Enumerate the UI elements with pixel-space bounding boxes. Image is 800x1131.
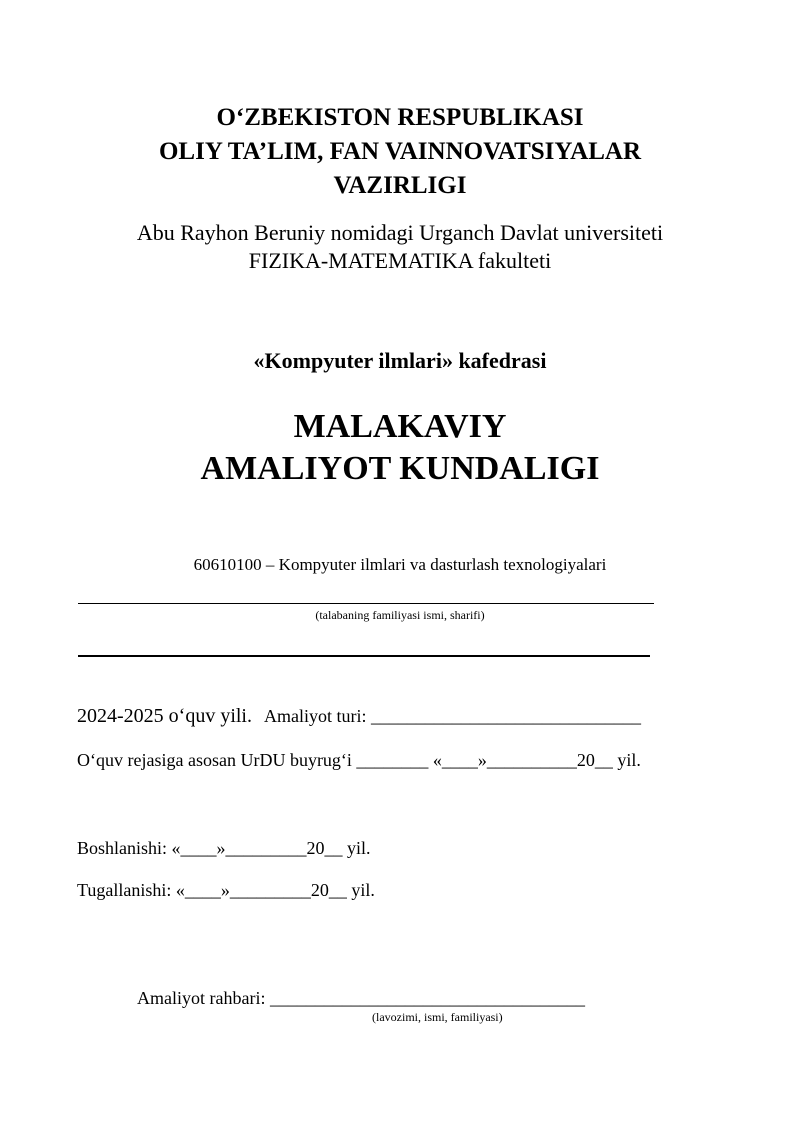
- ministry-line-3: VAZIRLIGI: [333, 172, 467, 199]
- order-line: O‘quv rejasiga asosan UrDU buyrug‘i ________ «____»__________20__ yil.: [77, 750, 641, 770]
- supervisor-line: Amaliyot rahbari: ___________________________________: [137, 988, 585, 1008]
- ministry-header: [0, 101, 800, 203]
- specialty-code: 60610100 – Kompyuter ilmlari va dasturlash texnologiyalari: [193, 555, 607, 574]
- title-line-1: MALAKAVIY: [293, 408, 507, 445]
- document-title: [0, 406, 800, 490]
- end-date-line: Tugallanishi: «____»_________20__ yil.: [77, 880, 375, 900]
- ministry-line-1: O‘ZBEKISTON RESPUBLIKASI: [216, 104, 584, 131]
- start-date-line: Boshlanishi: «____»_________20__ yil.: [77, 838, 371, 858]
- student-caption: (talabaning familiyasi ismi, sharifi): [315, 608, 485, 622]
- practice-type-field: Amaliyot turi: ______________________________: [264, 706, 641, 726]
- university-block: [0, 219, 800, 275]
- faculty-name: FIZIKA-MATEMATIKA fakulteti: [248, 248, 552, 273]
- department-name: «Kompyuter ilmlari» kafedrasi: [253, 348, 547, 373]
- ministry-line-2: OLIY TA’LIM, FAN VAINNOVATSIYALAR: [158, 138, 642, 165]
- student-name-line: [78, 603, 654, 604]
- academic-year-row: [77, 705, 641, 728]
- university-name: Abu Rayhon Beruniy nomidagi Urganch Davlat universiteti: [136, 220, 664, 245]
- title-line-2: AMALIYOT KUNDALIGI: [200, 450, 600, 487]
- student-extra-line: [78, 655, 650, 657]
- supervisor-caption: (lavozimi, ismi, familiyasi): [372, 1010, 503, 1024]
- academic-year: 2024-2025 o‘quv yili.: [77, 705, 252, 727]
